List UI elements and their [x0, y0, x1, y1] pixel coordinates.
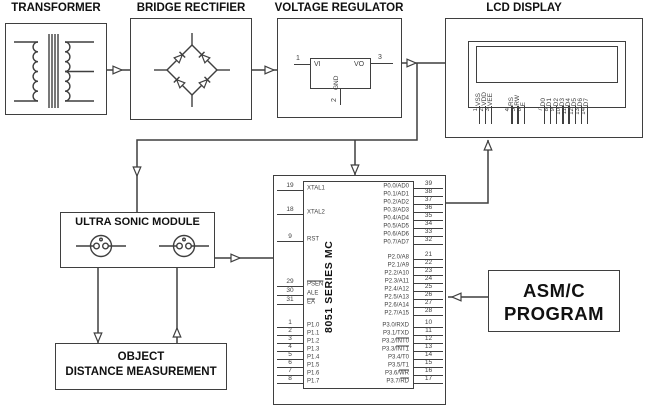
pin-label: P0.5/AD5: [383, 223, 409, 230]
lcd-pin-label: D6: [577, 97, 585, 106]
pin-label: P1.5: [307, 362, 320, 369]
lcd-pin-stub: [524, 106, 525, 124]
pin-stub: 22: [414, 260, 443, 268]
mcu-pin-row: [307, 260, 443, 268]
mcu-pin-row: [307, 181, 443, 189]
lcd-pin-label: RS: [507, 96, 515, 106]
lcd-pin-label: D7: [583, 97, 591, 106]
regulator-pin3-number: 3: [378, 54, 382, 61]
pin-stub: 14: [414, 352, 443, 360]
bridge-rectifier-icon: [131, 19, 250, 118]
lcd-pin-number: 13: [574, 108, 581, 115]
mcu-pin-row: [307, 197, 443, 205]
regulator-pin3-stub: [371, 63, 393, 64]
pin-label: $\overline{EA}$: [307, 299, 316, 306]
lcd-pin-label: D2: [552, 97, 560, 106]
object-distance-block: [55, 343, 227, 390]
pin-stub: 7: [277, 368, 303, 376]
pin-label: PSEN: [307, 281, 324, 288]
pin-stub: 12: [414, 336, 443, 344]
pin-label: P1.0: [307, 322, 320, 329]
arrow-ultrasonic-to-mcu: [231, 254, 240, 262]
pin-label: P2.1/A9: [387, 262, 409, 269]
pin-label: P3.3/INT1: [381, 346, 409, 353]
pin-label: P0.3/AD3: [383, 207, 409, 214]
lcd-pin-number: 10: [556, 108, 563, 115]
mcu-pin-row: [307, 320, 443, 328]
mcu-port3-pins: [307, 320, 443, 384]
pin-label: P3.5/T1: [387, 362, 409, 369]
regulator-vi-label: VI: [314, 61, 321, 68]
lcd-pin-label: D4: [564, 97, 572, 106]
pin-label: P2.2/A10: [384, 270, 409, 277]
lcd-display-title: LCD DISPLAY: [486, 2, 562, 14]
pin-label: P0.0/AD0: [383, 183, 409, 190]
transformer-block: [5, 23, 107, 115]
pin-stub: 2: [277, 328, 303, 336]
pin-stub: 34: [414, 221, 443, 229]
arrow-ultrasonic-transmit: [94, 333, 102, 342]
mcu-pin-row: [307, 292, 443, 300]
pin-label: XTAL1: [307, 185, 325, 192]
mcu-port2-pins: [307, 252, 443, 316]
mcu-pin-row: [307, 352, 443, 360]
pin-stub: 31: [277, 297, 303, 305]
lcd-pin-label: RW: [513, 95, 521, 106]
pin-label: P0.6/AD6: [383, 231, 409, 238]
pin-stub: 38: [414, 189, 443, 197]
pin-label: P3.1/TXD: [382, 330, 409, 337]
pin-label: P0.4/AD4: [383, 215, 409, 222]
arrow-power-to-mcu: [351, 165, 359, 174]
object-distance-line2: DISTANCE MEASUREMENT: [65, 366, 217, 378]
mcu-pin-row: [307, 237, 443, 245]
pin-label: P3.4/T0: [387, 354, 409, 361]
bridge-rectifier-title: BRIDGE RECTIFIER: [136, 2, 246, 14]
mcu-pin-row: [307, 189, 443, 197]
pin-label: $P3.6/\overline{WR}$: [384, 370, 409, 377]
lcd-pin-number: 1: [472, 108, 479, 112]
arrow-transformer-to-bridge: [113, 66, 122, 74]
mcu-port0-pins: [307, 181, 443, 245]
lcd-pin-number: 2: [478, 108, 485, 112]
arrow-regulator-output: [407, 59, 416, 67]
pin-stub: 27: [414, 300, 443, 308]
pin-stub: 36: [414, 205, 443, 213]
transformer-title: TRANSFORMER: [11, 2, 101, 14]
mcu-pin-row: [307, 344, 443, 352]
lcd-pin-label: D0: [540, 97, 548, 106]
pin-stub: 18: [277, 207, 303, 215]
pin-stub: 3: [277, 336, 303, 344]
lcd-pin-label: E: [519, 101, 527, 106]
lcd-pin-number: 7: [537, 108, 544, 112]
ultrasonic-module-title: ULTRA SONIC MODULE: [75, 216, 200, 228]
mcu-pin-row: [307, 276, 443, 284]
pin-stub: 21: [414, 252, 443, 260]
pin-label: P1.2: [307, 338, 320, 345]
pin-stub: 16: [414, 368, 443, 376]
regulator-pin2-stub: [340, 89, 341, 105]
transformer-icon: [6, 24, 105, 113]
pin-stub: 10: [414, 320, 443, 328]
arrow-power-to-ultrasonic: [133, 167, 141, 176]
mcu-pin-row: [307, 268, 443, 276]
pin-stub: 13: [414, 344, 443, 352]
pin-stub: 19: [277, 183, 303, 191]
regulator-pin1-stub: [294, 64, 310, 65]
pin-stub: 29: [277, 279, 303, 287]
lcd-pin-number: 11: [562, 108, 569, 115]
arrow-mcu-to-lcd: [484, 141, 492, 150]
object-distance-line1: OBJECT: [117, 351, 165, 363]
lcd-pin-group-data: [537, 83, 591, 125]
pin-stub: 39: [414, 181, 443, 189]
mcu-pin-row: [307, 252, 443, 260]
lcd-pins: [472, 83, 591, 125]
lcd-pin-number: 9: [550, 108, 556, 112]
pin-label: P0.1/AD1: [383, 191, 409, 198]
voltage-regulator-title: VOLTAGE REGULATOR: [274, 2, 404, 14]
object-distance-text: [56, 350, 226, 380]
pin-label: P2.7/A15: [384, 310, 409, 317]
pin-label: P3.2/INT0: [381, 338, 409, 345]
regulator-vo-label: VO: [354, 61, 365, 68]
pin-label: P1.4: [307, 354, 320, 361]
pin-label: P1.3: [307, 346, 320, 353]
lcd-pin-number: 8: [543, 108, 550, 112]
lcd-pin-number: 4: [505, 108, 512, 112]
pin-stub: 17: [414, 376, 443, 384]
pin-stub: 25: [414, 284, 443, 292]
mcu-pin-row: [307, 368, 443, 376]
asm-program-line1: ASM/C: [522, 280, 586, 301]
pin-stub: 32: [414, 237, 443, 245]
mcu-pin-row: [307, 213, 443, 221]
pin-label: P2.4/A12: [384, 286, 409, 293]
regulator-gnd-label: GND: [333, 75, 340, 90]
pin-stub: 6: [277, 360, 303, 368]
pin-label: P2.6/A14: [384, 302, 409, 309]
mcu-pin-row: [307, 229, 443, 237]
pin-stub: 1: [277, 320, 303, 328]
pin-label: P3.0/RXD: [382, 322, 409, 329]
mcu-pin-row: [307, 336, 443, 344]
pin-label: P1.1: [307, 330, 320, 337]
lcd-pin-number: 6: [517, 108, 524, 112]
lcd-pin-label: D5: [571, 97, 579, 106]
lcd-pin-stub: [587, 106, 588, 124]
pin-stub: 15: [414, 360, 443, 368]
pin-label: ALE: [307, 290, 319, 297]
voltage-regulator-block: [277, 18, 402, 118]
pin-label: P0.7/AD7: [383, 239, 409, 246]
pin-stub: 30: [277, 288, 303, 296]
pin-stub: 24: [414, 276, 443, 284]
mcu-pin-row: [307, 205, 443, 213]
pin-label: P0.2/AD2: [383, 199, 409, 206]
lcd-pin-label: VEE: [487, 92, 495, 106]
mcu-name-label: 8051 SERIES MC: [323, 240, 335, 334]
asm-program-block: [488, 270, 620, 332]
pin-stub: 37: [414, 197, 443, 205]
lcd-pin-label: D1: [546, 97, 554, 106]
ultrasonic-module-block: [60, 212, 215, 268]
arrow-ultrasonic-echo: [173, 328, 181, 337]
pin-stub: 4: [277, 344, 303, 352]
lcd-pin-number: 12: [568, 108, 575, 115]
mcu-block: [273, 175, 446, 405]
pin-label: XTAL2: [307, 209, 325, 216]
mcu-pin-row: [307, 308, 443, 316]
asm-program-line2: PROGRAM: [503, 303, 605, 324]
pin-stub: 26: [414, 292, 443, 300]
pin-stub: 28: [414, 308, 443, 316]
transducer-right-icon: [159, 236, 209, 257]
lcd-pin-label: VDD: [481, 92, 489, 106]
mcu-pin-row: [307, 300, 443, 308]
pin-stub: 8: [277, 376, 303, 384]
pin-stub: 11: [414, 328, 443, 336]
lcd-pin-label: D3: [558, 97, 566, 106]
pin-stub: 35: [414, 213, 443, 221]
pin-label: P2.3/A11: [384, 278, 409, 285]
arrow-program-to-mcu: [452, 293, 461, 301]
pin-label: RST: [307, 236, 319, 243]
lcd-pin-group-power: [472, 83, 495, 125]
lcd-pin-stub: [491, 106, 492, 124]
pin-stub: 5: [277, 352, 303, 360]
lcd-pin-number: 5: [511, 108, 518, 112]
wire-mcu-to-lcd: [446, 140, 488, 203]
lcd-display-block: [445, 18, 643, 138]
mcu-pin-row: [307, 376, 443, 384]
pin-stub: 9: [277, 234, 303, 242]
pin-label: $P3.7/\overline{RD}$: [386, 378, 409, 385]
lcd-screen: [476, 46, 618, 83]
lcd-pin-number: 3: [484, 108, 491, 112]
pin-label: P1.7: [307, 378, 320, 385]
mcu-pin-row: [307, 221, 443, 229]
lcd-pin-group-control: [505, 83, 528, 125]
pin-label: P2.0/A8: [387, 254, 409, 261]
arrow-bridge-to-regulator: [265, 66, 274, 74]
lcd-pin-label: VSS: [475, 92, 482, 106]
mcu-pin-row: [307, 328, 443, 336]
regulator-pin2-number: 2: [331, 98, 338, 102]
mcu-pin-row: [307, 360, 443, 368]
lcd-pin-number: 14: [580, 108, 587, 115]
pin-label: P2.5/A13: [384, 294, 409, 301]
asm-program-text: [489, 279, 619, 325]
pin-stub: 33: [414, 229, 443, 237]
pin-label: P1.6: [307, 370, 320, 377]
regulator-pin1-number: 1: [296, 55, 300, 62]
pin-stub: 23: [414, 268, 443, 276]
bridge-rectifier-block: [130, 18, 252, 120]
transducer-left-icon: [76, 236, 126, 257]
